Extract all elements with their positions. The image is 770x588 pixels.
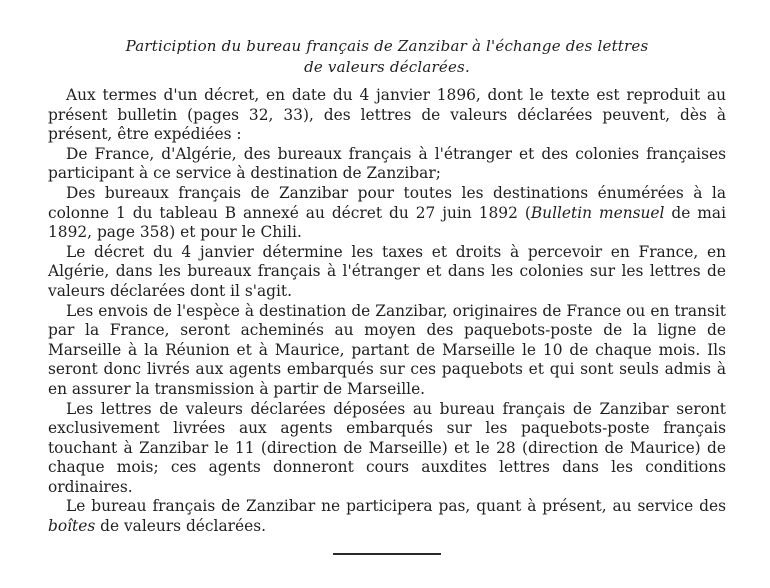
paragraph-boxes-start: Le bureau français de Zanzibar ne participera pas, quant à présent, au service des	[66, 497, 726, 516]
title-line-1: Particiption du bureau français de Zanzibar à l'échange des lettres	[125, 37, 649, 55]
document-page	[48, 36, 726, 555]
paragraph-boxes-end: de valeurs déclarées.	[95, 517, 266, 536]
closing-divider	[333, 553, 441, 555]
paragraph-shipments: Les envois de l'espèce à destination de Zanzibar, originaires de France ou en transit par la France, seront acheminés au moyen des paquebots-poste de la ligne de Marseille à la Réunion et à Maurice, partant de Marseille le 10 de chaque mois. Ils seront donc livrés aux agents embarqués sur ces paquebots et qui sont seuls admis à en assurer la transmission à partir de Marseille.	[48, 301, 726, 398]
section-title	[48, 36, 726, 78]
paragraph-zanzibar-letters: Les lettres de valeurs déclarées déposées au bureau français de Zanzibar seront exclusivement livrées aux agents embarqués sur les paquebots-poste français touchant à Zanzibar le 11 (direction de Marseille) et le 28 (direction de Maurice) de chaque mois; ces agents donneront cours auxdites lettres dans les conditions ordinaires.	[48, 399, 726, 496]
boxes-word: boîtes	[48, 517, 96, 536]
paragraph-from-zanzibar-start: Des bureaux français de Zanzibar pour toutes les destinations énumérées à la colonne 1 du tableau B annexé au décret du 27 juin 1892 (	[48, 183, 726, 222]
paragraph-from-france: De France, d'Algérie, des bureaux français à l'étranger et des colonies françaises participant à ce service à destination de Zanzibar;	[48, 144, 726, 183]
paragraph-boxes	[48, 497, 726, 536]
paragraph-from-zanzibar-end: de mai 1892, page 358) et pour le Chili.	[48, 203, 727, 242]
paragraph-decree: Aux termes d'un décret, en date du 4 janvier 1896, dont le texte est reproduit au présent bulletin (pages 32, 33), des lettres de valeurs déclarées peuvent, dès à présent, être expédiées :	[48, 86, 726, 144]
paragraph-from-zanzibar	[48, 184, 726, 243]
paragraph-taxes: Le décret du 4 janvier détermine les taxes et droits à percevoir en France, en Algérie, dans les bureaux français à l'étranger et dans les colonies sur les lettres de valeurs déclarées dont il s'agit.	[48, 242, 726, 300]
title-line-2: de valeurs déclarées.	[304, 58, 470, 76]
bulletin-reference: Bulletin mensuel	[530, 203, 665, 222]
